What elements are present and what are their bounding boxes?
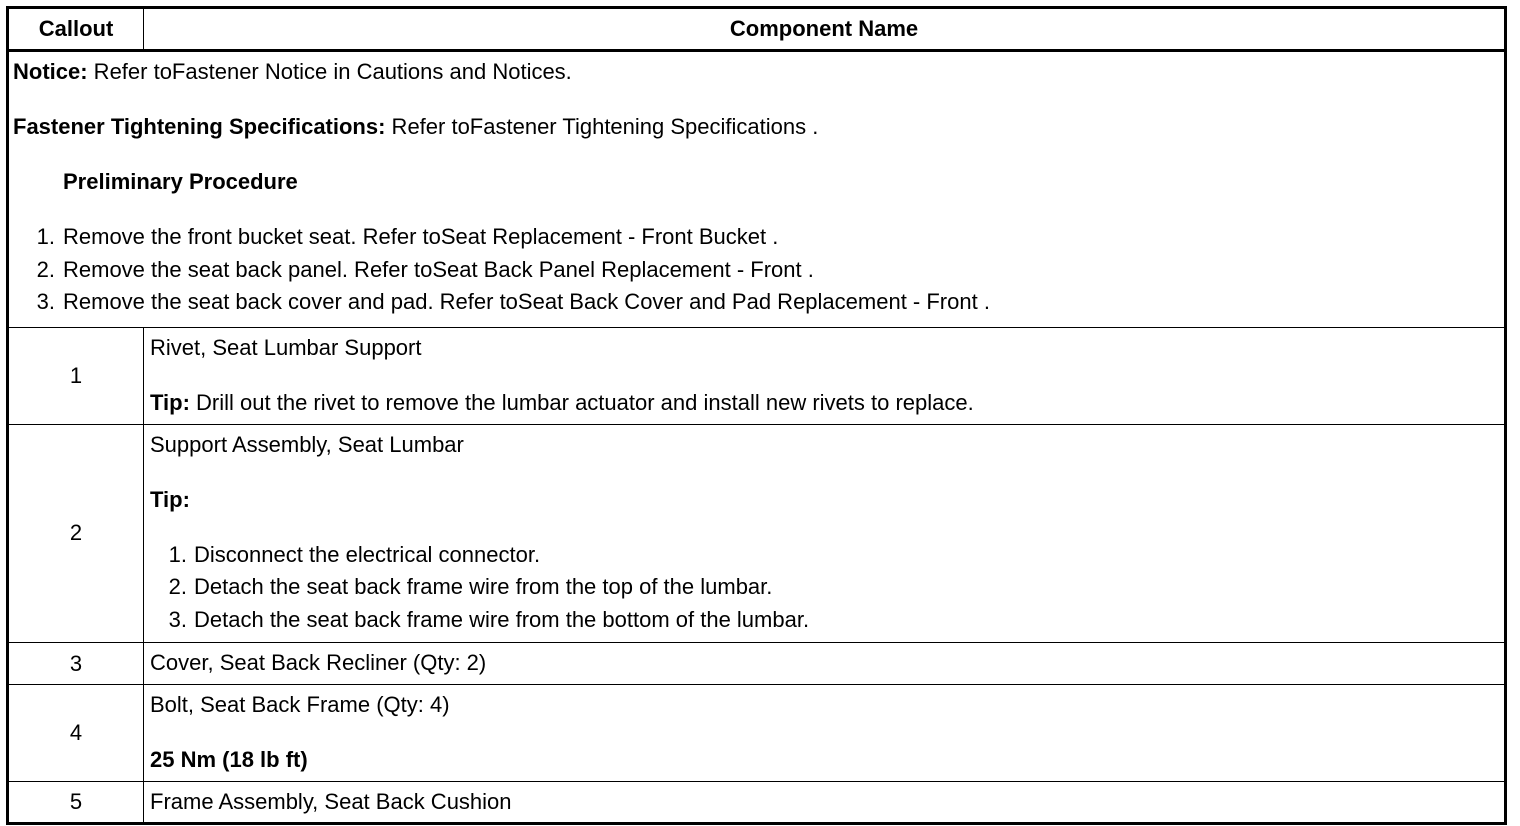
tip-text: Drill out the rivet to remove the lumbar actuator and install new rivets to replace. (189, 389, 974, 415)
step-number: 3. (168, 606, 187, 632)
header-component-name: Component Name (144, 8, 1506, 51)
fastener-spec-text: Refer toFastener Tightening Specifications . (385, 114, 819, 139)
component-cell (144, 424, 1506, 643)
header-callout: Callout (8, 8, 144, 51)
step-text: Remove the front bucket seat. Refer toSeat Replacement - Front Bucket . (63, 224, 779, 249)
component-cell (144, 643, 1506, 685)
step-text: Detach the seat back frame wire from the top of the lumbar. (194, 574, 773, 599)
step-number: 2. (36, 256, 55, 282)
torque-spec: 25 Nm (18 lb ft) (150, 747, 308, 772)
step-number: 3. (36, 289, 55, 314)
tip-label: Tip: (150, 486, 190, 512)
intro-row (8, 51, 1506, 328)
step-text: Remove the seat back panel. Refer toSeat Back Panel Replacement - Front . (63, 256, 814, 282)
fastener-spec-paragraph (13, 113, 1500, 140)
component-cell (144, 327, 1506, 424)
preliminary-procedure-title: Preliminary Procedure (63, 169, 298, 194)
step-number: 2. (168, 574, 187, 599)
list-item (13, 221, 1500, 254)
callout-number: 2 (8, 424, 144, 643)
callout-number: 4 (8, 685, 144, 782)
component-name: Bolt, Seat Back Frame (Qty: 4) (150, 692, 450, 717)
callout-number: 1 (8, 327, 144, 424)
tip-paragraph (150, 389, 1498, 416)
tip-steps (150, 539, 1498, 637)
step-number: 1. (36, 224, 55, 249)
component-name: Rivet, Seat Lumbar Support (150, 334, 422, 360)
fastener-spec-label: Fastener Tightening Specifications: (13, 114, 386, 139)
table-row (8, 782, 1506, 824)
list-item (150, 571, 1498, 604)
component-name: Support Assembly, Seat Lumbar (150, 431, 464, 457)
list-item (13, 254, 1500, 287)
component-table (6, 6, 1507, 825)
list-item (13, 286, 1500, 319)
table-row (8, 685, 1506, 782)
table-header-row (8, 8, 1506, 51)
component-name: Frame Assembly, Seat Back Cushion (150, 789, 512, 814)
preliminary-steps (13, 221, 1500, 319)
component-cell (144, 685, 1506, 782)
list-item (150, 539, 1498, 572)
notice-text: Refer toFastener Notice in Cautions and Notices. (87, 59, 572, 84)
component-name: Cover, Seat Back Recliner (Qty: 2) (150, 650, 487, 675)
table-row (8, 424, 1506, 643)
step-text: Disconnect the electrical connector. (194, 541, 541, 567)
step-number: 1. (168, 541, 187, 567)
component-cell (144, 782, 1506, 824)
notice-paragraph (13, 58, 1500, 85)
tip-label: Tip: (150, 389, 190, 415)
intro-cell (8, 51, 1506, 328)
callout-number: 3 (8, 643, 144, 685)
notice-label: Notice: (13, 59, 88, 84)
step-text: Remove the seat back cover and pad. Refer toSeat Back Cover and Pad Replacement - Front . (63, 289, 990, 314)
callout-number: 5 (8, 782, 144, 824)
table-row (8, 327, 1506, 424)
table-row (8, 643, 1506, 685)
step-text: Detach the seat back frame wire from the bottom of the lumbar. (194, 606, 810, 632)
list-item (150, 604, 1498, 637)
